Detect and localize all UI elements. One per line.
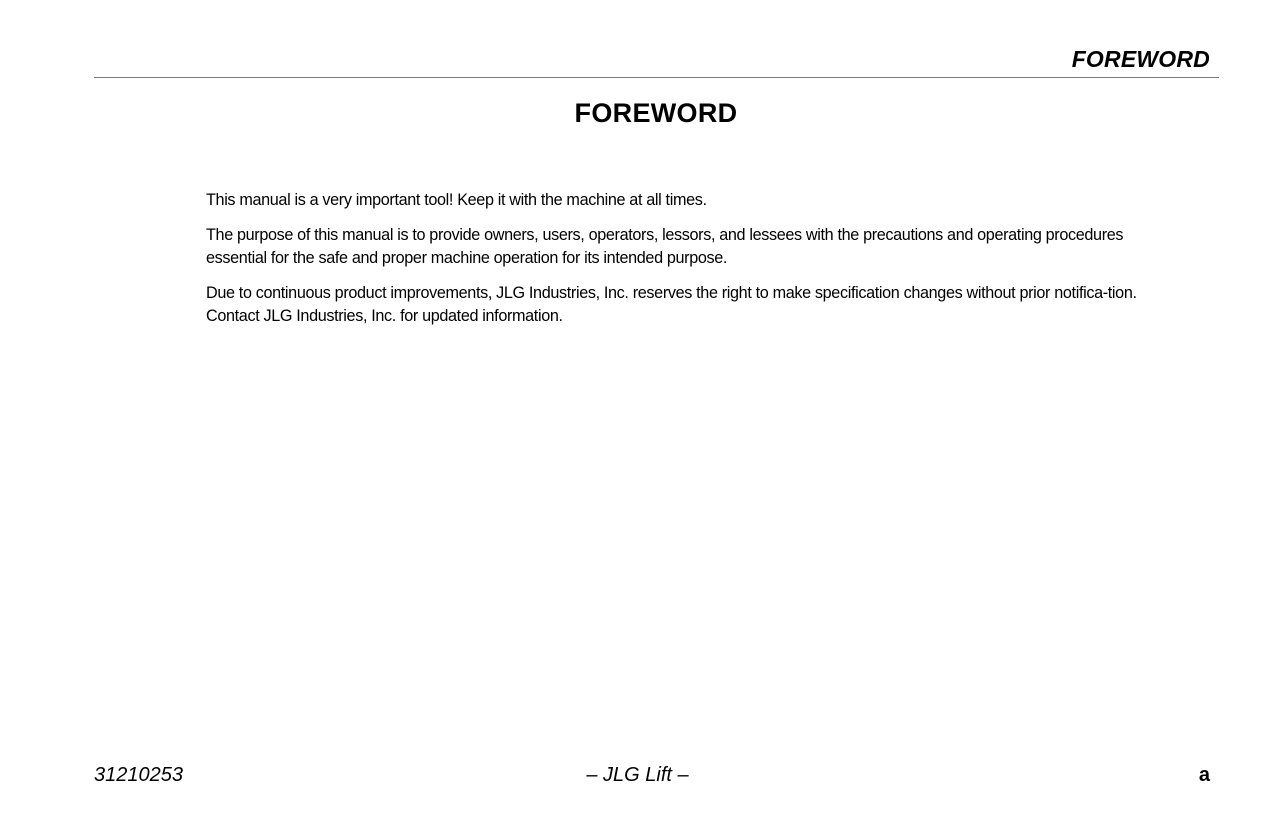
footer-page-label: a [1198, 764, 1210, 786]
page-title: FOREWORD [574, 98, 738, 128]
foreword-body [206, 189, 1166, 340]
running-header-title: FOREWORD [1071, 46, 1210, 72]
footer-document-number: 31210253 [94, 764, 183, 786]
paragraph-product-improvements: Due to continuous product improvements, JLG Industries, Inc. reserves the right to make specification changes without prior notifica-tion. Contact JLG Industries, Inc. for updated information. [206, 284, 1137, 325]
paragraph-keep-manual: This manual is a very important tool! Keep it with the machine at all times. [206, 191, 707, 209]
footer-product-name: – JLG Lift – [586, 764, 689, 786]
paragraph-purpose: The purpose of this manual is to provide owners, users, operators, lessors, and lessees with the precautions and operating procedures essential for the safe and proper machine operation for its intended purpose. [206, 226, 1124, 267]
header-divider [94, 77, 1219, 78]
